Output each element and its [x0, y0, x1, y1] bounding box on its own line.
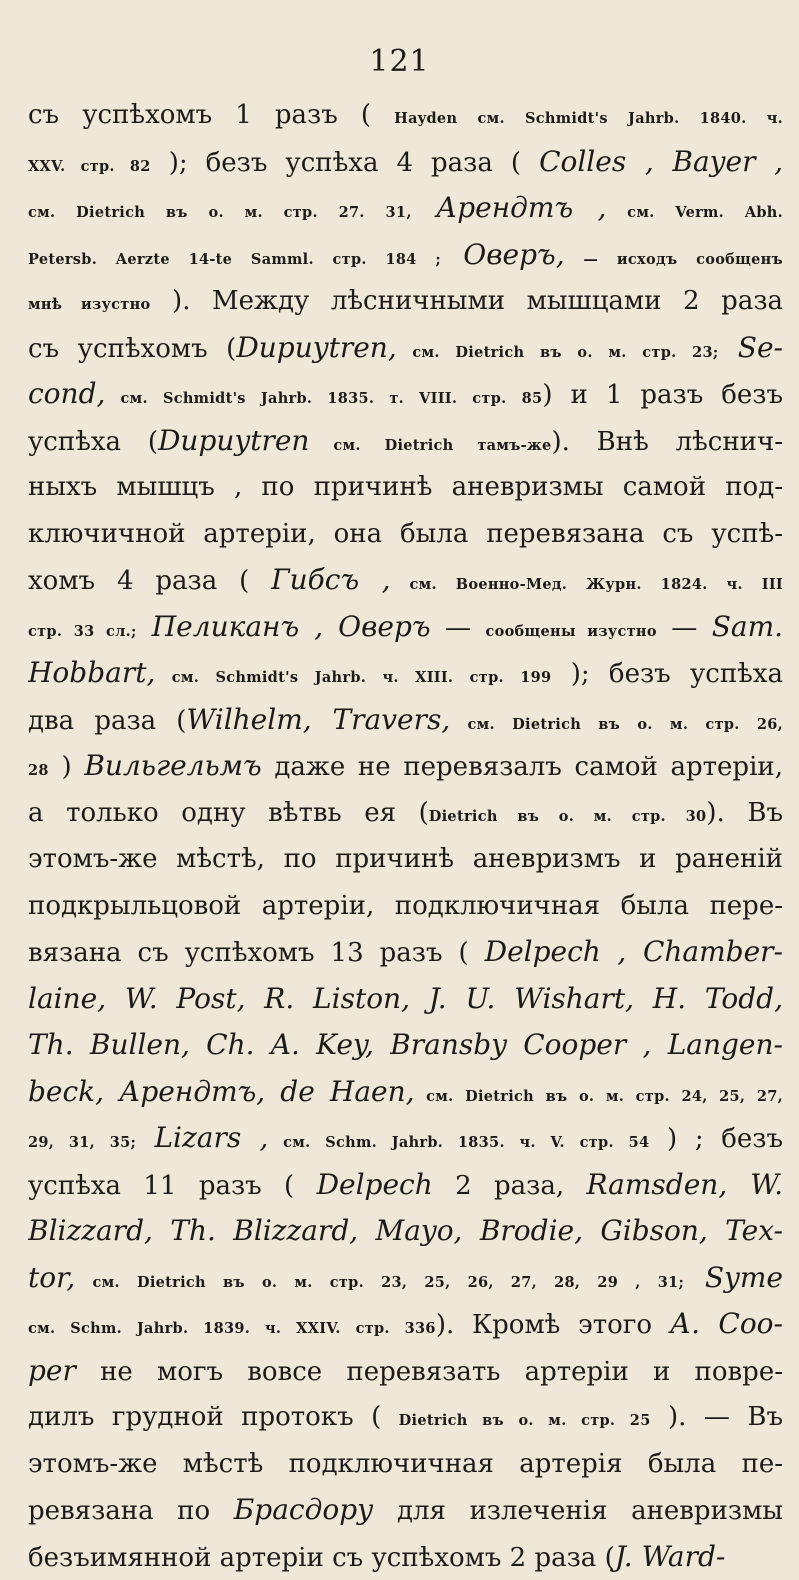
text-line: [28, 1069, 783, 1116]
name-text: Hobbart,: [28, 656, 155, 689]
text-line: [28, 1022, 783, 1069]
body-text: даже не перевязалъ самой артеріи,: [262, 752, 783, 782]
text-line: [28, 929, 783, 976]
text-line: [28, 976, 783, 1023]
text-line: [28, 139, 783, 186]
text-line: [28, 1115, 783, 1162]
name-text: Вильгельмъ: [84, 749, 261, 782]
body-text: два раза (: [28, 706, 186, 736]
body-text: успѣха (: [28, 427, 158, 457]
name-text: А. Coo-: [670, 1307, 783, 1340]
citation-text: см. Schmidt's Jahrb. ч. XIII. стр. 199: [155, 669, 551, 686]
text-line: [28, 418, 783, 465]
body-text: ключичной артеріи, она была перевязана съ успѣ-: [28, 519, 783, 549]
text-line: [28, 650, 783, 697]
name-text: Ramsden, W.: [586, 1168, 783, 1201]
name-text: Blizzard, Th. Blizzard, Mayo, Brodie, Gibson, Tex-: [28, 1214, 783, 1247]
text-line: [28, 325, 783, 372]
body-text: ). Въ: [706, 798, 783, 828]
citation-text: см. Dietrich въ о. м. стр. 24, 25, 27,: [415, 1088, 783, 1105]
text-line: [28, 883, 783, 930]
text-line: [28, 1255, 783, 1302]
citation-text: стр. 33 сл.;: [28, 623, 137, 640]
page-number: 121: [0, 44, 799, 79]
name-text: J. Ward-: [615, 1540, 726, 1573]
name-text: Delpech , Chamber-: [485, 935, 783, 968]
name-text: Wilhelm, Travers,: [186, 703, 450, 736]
body-text: этомъ-же мѣстѣ, по причинѣ аневризмъ и раненій: [28, 844, 783, 874]
text-line: [28, 1534, 783, 1580]
citation-text: см. Dietrich тамъ-же: [309, 437, 551, 454]
citation-text: см. Dietrich въ о. м. стр. 27. 31,: [28, 204, 412, 221]
citation-text: см. Dietrich въ о. м. стр. 26,: [450, 716, 783, 733]
body-text: не могъ вовсе перевязать артеріи и повре-: [76, 1357, 783, 1387]
text-line: [28, 1301, 783, 1348]
citation-text: см. Schm. Jahrb. 1839. ч. XXIV. стр. 336: [28, 1320, 436, 1337]
name-text: Пеликанъ , Оверъ: [137, 610, 431, 643]
name-text: Syme: [684, 1261, 783, 1294]
citation-text: см. Verm. Abh.: [606, 204, 783, 221]
body-text: успѣха 11 разъ (: [28, 1171, 317, 1201]
body-text: подкрыльцовой артеріи, подключичная была пере-: [28, 891, 783, 921]
body-text: ) ; безъ: [649, 1124, 783, 1154]
body-text: ). Кромѣ этого: [436, 1310, 670, 1340]
name-text: beck, Арендтъ, de Haen,: [28, 1075, 415, 1108]
body-text: ). Внѣ лѣснич-: [551, 427, 783, 457]
citation-text: Dietrich въ о. м. стр. 25: [399, 1412, 651, 1429]
citation-text: см. Schmidt's Jahrb. 1835. т. VIII. стр. 85: [105, 390, 542, 407]
text-line: [28, 1394, 783, 1441]
citation-text: 29, 31, 35;: [28, 1134, 136, 1151]
citation-text: см. Dietrich въ о. м. стр. 23;: [397, 344, 719, 361]
text-line: [28, 511, 783, 558]
citation-text: см. Военно-Мед. Журн. 1824. ч. III: [391, 576, 783, 593]
name-text: per: [28, 1354, 76, 1387]
text-line: [28, 185, 783, 232]
text-line: [28, 371, 783, 418]
text-body: [28, 92, 783, 1580]
text-line: [28, 232, 783, 279]
text-line: [28, 278, 783, 325]
name-text: Dupuytren: [158, 424, 310, 457]
body-text: ). Между лѣсничными мышцами 2 раза: [150, 286, 783, 316]
text-line: [28, 1487, 783, 1534]
text-line: [28, 697, 783, 744]
text-line: [28, 557, 783, 604]
text-line: [28, 836, 783, 883]
name-text: Брасдору: [234, 1493, 374, 1526]
body-text: а только одну вѣтвь ея (: [28, 798, 429, 828]
text-line: [28, 604, 783, 651]
body-text: этомъ-же мѣстѣ подключичная артерія была пе-: [28, 1449, 783, 1479]
name-text: Th. Bullen, Ch. A. Key, Bransby Cooper , Langen-: [28, 1028, 783, 1061]
name-text: Оверъ,: [441, 238, 565, 271]
text-line: [28, 1441, 783, 1488]
body-text: ). — Въ: [651, 1402, 783, 1432]
citation-text: — исходъ сообщенъ: [565, 251, 783, 268]
body-text: ): [49, 752, 85, 782]
body-text: ) и 1 разъ безъ: [542, 380, 783, 410]
citation-text: Dietrich въ о. м. стр. 30: [429, 808, 707, 825]
body-text: ); безъ успѣха 4 раза (: [151, 148, 539, 178]
citation-text: Hayden см. Schmidt's Jahrb. 1840. ч.: [394, 110, 783, 127]
citation-text: см. Schm. Jahrb. 1835. ч. V. стр. 54: [268, 1134, 649, 1151]
text-line: [28, 1162, 783, 1209]
name-text: tor,: [28, 1261, 75, 1294]
text-line: [28, 92, 783, 139]
body-text: —: [431, 613, 486, 643]
citation-text: Petersb. Aerzte 14-te Samml. стр. 184 ;: [28, 251, 441, 268]
body-text: —: [657, 613, 712, 643]
name-text: Colles , Bayer ,: [539, 145, 783, 178]
body-text: ныхъ мышцъ , по причинѣ аневризмы самой под-: [28, 472, 783, 502]
body-text: ); безъ успѣха: [551, 659, 783, 689]
text-line: [28, 1348, 783, 1395]
name-text: cond,: [28, 377, 105, 410]
citation-text: XXV. стр. 82: [28, 158, 151, 175]
body-text: вязана съ успѣхомъ 13 разъ (: [28, 938, 485, 968]
body-text: съ успѣхомъ 1 разъ (: [28, 100, 394, 130]
body-text: 2 раза,: [433, 1171, 587, 1201]
body-text: ревязана по: [28, 1496, 234, 1526]
citation-text: 28: [28, 762, 49, 779]
body-text: для излеченія аневризмы: [373, 1496, 783, 1526]
citation-text: см. Dietrich въ о. м. стр. 23, 25, 26, 27, 28, 29 , 31;: [75, 1274, 684, 1291]
name-text: Lizars ,: [136, 1121, 268, 1154]
name-text: Delpech: [317, 1168, 433, 1201]
text-line: [28, 1208, 783, 1255]
citation-text: мнѣ изустно: [28, 296, 150, 313]
name-text: Гибсъ ,: [271, 563, 390, 596]
body-text: съ успѣхомъ (: [28, 334, 236, 364]
name-text: Se-: [719, 331, 783, 364]
text-line: [28, 464, 783, 511]
body-text: хомъ 4 раза (: [28, 566, 271, 596]
name-text: Dupuytren,: [236, 331, 396, 364]
text-line: [28, 790, 783, 837]
name-text: Sam.: [712, 610, 783, 643]
citation-text: сообщены изустно: [485, 623, 656, 640]
body-text: безъимянной артеріи съ успѣхомъ 2 раза (: [28, 1543, 615, 1573]
text-line: [28, 743, 783, 790]
name-text: Арендтъ ,: [412, 191, 607, 224]
name-text: laine, W. Post, R. Liston, J. U. Wishart, H. Todd,: [28, 982, 783, 1015]
body-text: дилъ грудной протокъ (: [28, 1402, 399, 1432]
